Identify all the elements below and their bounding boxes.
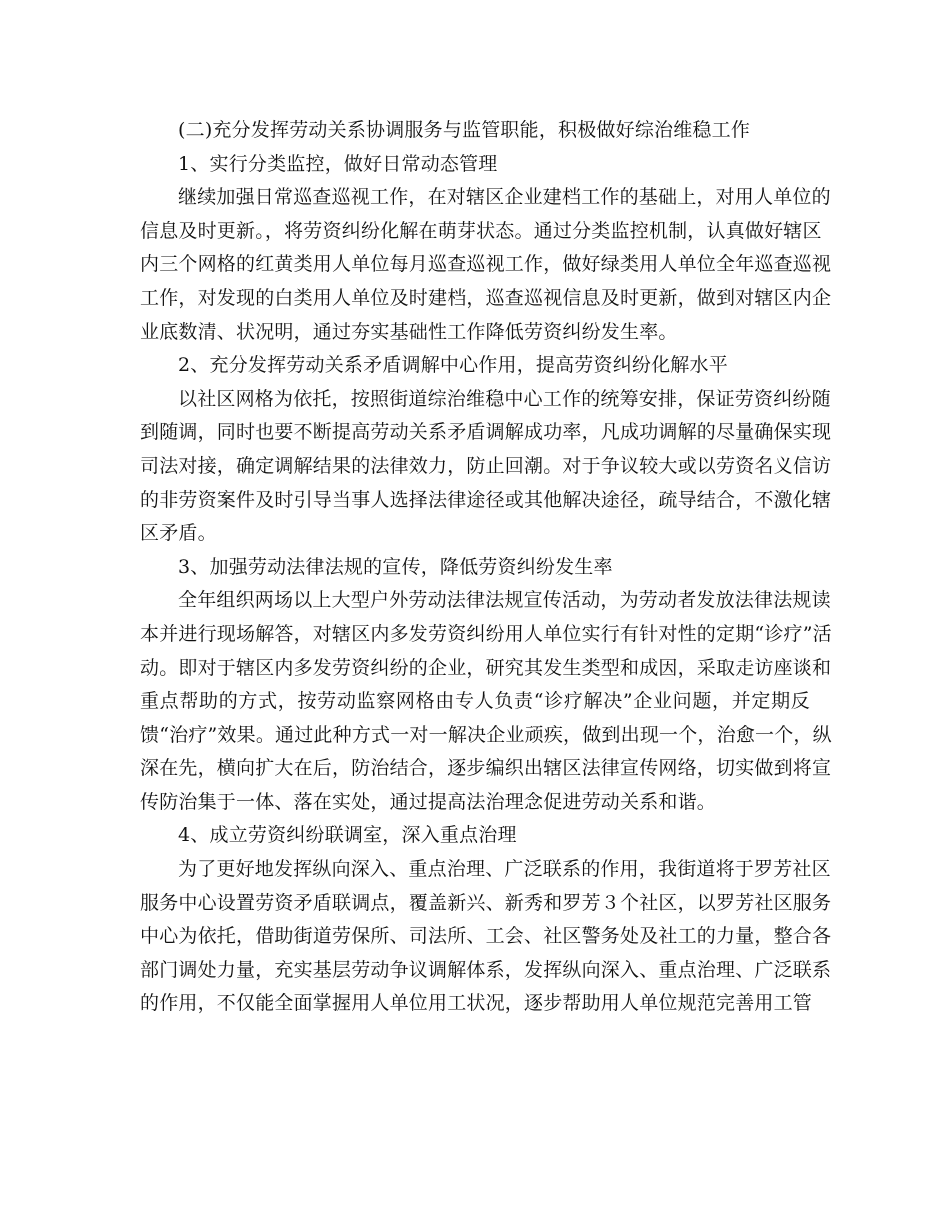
text-line: 1、实行分类监控，做好日常动态管理: [178, 152, 498, 175]
text-line: 为了更好地发挥纵向深入、重点治理、广泛联系的作用，我街道将于罗芳社区: [178, 858, 831, 881]
text-line: 全年组织两场以上大型户外劳动法律法规宣传活动，为劳动者发放法律法规读: [178, 589, 831, 612]
text-line: 深在先，横向扩大在后，防治结合，逐步编织出辖区法律宣传网络，切实做到将宣: [140, 757, 832, 780]
text-line: 2、充分发挥劳动关系矛盾调解中心作用，提高劳资纠纷化解水平: [178, 354, 728, 377]
section-heading: [140, 114, 810, 148]
text-line: 3、加强劳动法律法规的宣传，降低劳资纠纷发生率: [178, 555, 613, 578]
document-body: [140, 114, 832, 1021]
body-paragraph: [140, 853, 832, 1021]
section-heading: [140, 819, 810, 853]
section-heading: [140, 551, 810, 585]
text-line: 传防治集于一体、落在实处，通过提高法治理念促进劳动关系和谐。: [140, 790, 717, 813]
text-line: 司法对接，确定调解结果的法律效力，防止回潮。对于争议较大或以劳资名义信访: [140, 454, 832, 477]
body-paragraph: [140, 383, 832, 551]
text-line: 信息及时更新。，将劳资纠纷化解在萌芽状态。通过分类监控机制，认真做好辖区: [140, 219, 822, 242]
text-line: 重点帮助的方式，按劳动监察网格由专人负责“诊疗解决”企业问题，并定期反: [140, 690, 810, 713]
body-paragraph: [140, 181, 832, 349]
text-line: 馈“治疗”效果。通过此种方式一对一解决企业顽疾，做到出现一个，治愈一个，纵: [140, 723, 832, 746]
text-line: 的作用，不仅能全面掌握用人单位用工状况，逐步帮助用人单位规范完善用工管: [140, 992, 813, 1015]
text-line: 以社区网格为依托，按照街道综治维稳中心工作的统筹安排，保证劳资纠纷随: [178, 387, 831, 410]
text-line: 4、成立劳资纠纷联调室，深入重点治理: [178, 824, 517, 847]
section-heading: [140, 349, 810, 383]
text-line: 服务中心设置劳资矛盾联调点，覆盖新兴、新秀和罗芳３个社区，以罗芳社区服务: [140, 891, 832, 914]
text-line: 继续加强日常巡查巡视工作，在对辖区企业建档工作的基础上，对用人单位的: [178, 186, 831, 209]
section-heading: [140, 148, 810, 182]
text-line: 的非劳资案件及时引导当事人选择法律途径或其他解决途径，疏导结合，不激化辖: [140, 488, 832, 511]
text-line: 动。即对于辖区内多发劳资纠纷的企业，研究其发生类型和成因，采取走访座谈和: [140, 656, 832, 679]
text-line: 工作，对发现的白类用人单位及时建档，巡查巡视信息及时更新，做到对辖区内企: [140, 286, 832, 309]
text-line: 本并进行现场解答，对辖区内多发劳资纠纷用人单位实行有针对性的定期“诊疗”活: [140, 622, 832, 645]
body-paragraph: [140, 584, 832, 819]
text-line: 中心为依托，借助街道劳保所、司法所、工会、社区警务处及社工的力量，整合各: [140, 925, 832, 948]
text-line: 业底数清、状况明，通过夯实基础性工作降低劳资纠纷发生率。: [140, 320, 678, 343]
text-line: 部门调处力量，充实基层劳动争议调解体系，发挥纵向深入、重点治理、广泛联系: [140, 958, 832, 981]
text-line: 内三个网格的红黄类用人单位每月巡查巡视工作，做好绿类用人单位全年巡查巡视: [140, 253, 832, 276]
text-line: 区矛盾。: [140, 522, 217, 545]
text-line: (二)充分发挥劳动关系协调服务与监管职能，积极做好综治维稳工作: [178, 119, 751, 141]
text-line: 到随调，同时也要不断提高劳动关系矛盾调解成功率，凡成功调解的尽量确保实现: [140, 421, 832, 444]
